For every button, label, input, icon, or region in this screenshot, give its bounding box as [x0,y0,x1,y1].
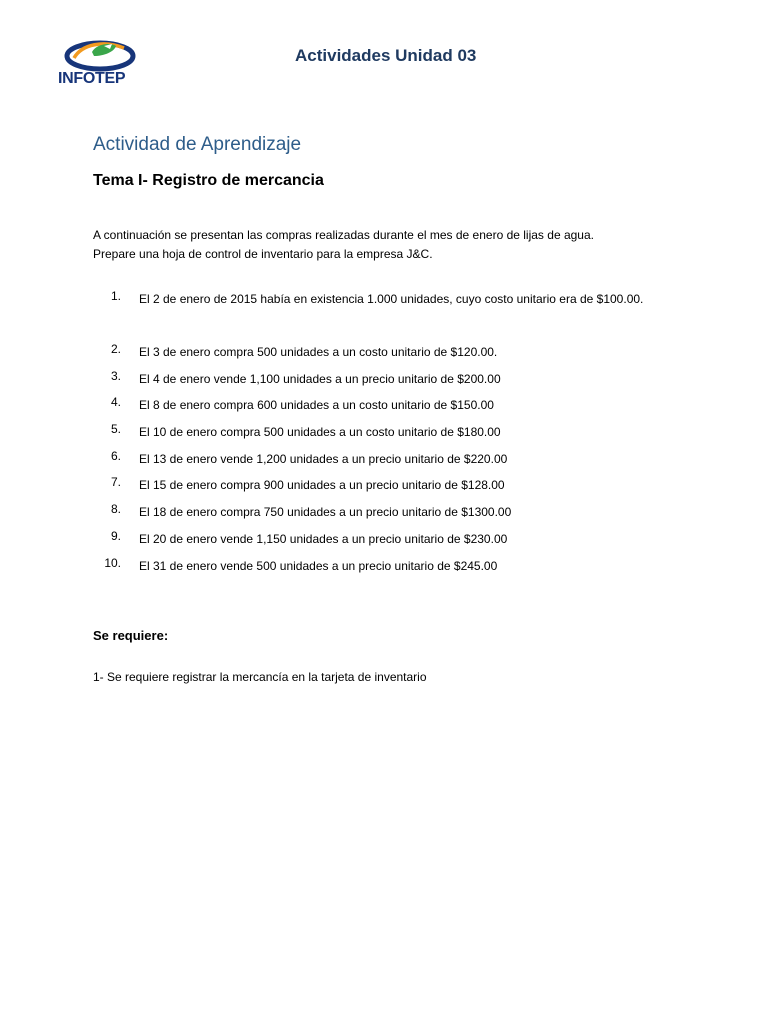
list-item-number: 4. [110,395,121,410]
transactions-list [93,286,703,579]
list-item [93,446,703,473]
list-item [93,339,703,366]
list-item [93,526,703,553]
list-item-text: El 8 de enero compra 600 unidades a un costo unitario de $150.00 [139,398,494,413]
list-item [93,553,703,580]
list-item-number: 10. [104,555,121,570]
intro-line: A continuación se presentan las compras realizadas durante el mes de enero de lijas de agua. [93,228,594,242]
intro-line: Prepare una hoja de control de inventario para la empresa J&C. [93,247,433,261]
list-item [93,472,703,499]
list-item [93,499,703,526]
list-item-number: 7. [110,475,121,490]
topic-title: Tema I- Registro de mercancia [93,172,324,189]
list-item [93,419,703,446]
list-item [93,392,703,419]
logo-text: INFOTEP [58,70,126,87]
infotep-emblem-icon [64,38,136,72]
list-item [93,286,703,339]
list-item-text: El 31 de enero vende 500 unidades a un precio unitario de $245.00 [139,558,498,573]
list-item-text: El 10 de enero compra 500 unidades a un costo unitario de $180.00 [139,425,501,440]
list-item-text: El 2 de enero de 2015 había en existencia 1.000 unidades, cuyo costo unitario era de $100.00. [139,292,644,306]
list-item-number: 1. [110,289,121,303]
requirements-heading: Se requiere: [93,628,169,643]
list-item-number: 8. [110,502,121,517]
list-item-text: El 20 de enero vende 1,150 unidades a un precio unitario de $230.00 [139,531,508,546]
list-item-text: El 13 de enero vende 1,200 unidades a un precio unitario de $220.00 [139,451,508,466]
list-item-text: El 3 de enero compra 500 unidades a un costo unitario de $120.00. [139,345,498,359]
requirement-item: 1- Se requiere registrar la mercancía en la tarjeta de inventario [93,670,427,684]
list-item-text: El 15 de enero compra 900 unidades a un precio unitario de $128.00 [139,478,505,493]
section-heading: Actividad de Aprendizaje [93,134,302,155]
list-item [93,366,703,393]
list-item-number: 2. [110,342,121,356]
list-item-number: 6. [110,448,121,463]
infotep-logo [58,38,140,90]
list-item-text: El 4 de enero vende 1,100 unidades a un precio unitario de $200.00 [139,371,501,386]
list-item-number: 5. [110,422,121,437]
intro-paragraph [93,226,693,264]
list-item-number: 3. [110,368,121,383]
list-item-number: 9. [110,528,121,543]
document-header-title: Actividades Unidad 03 [295,46,477,65]
list-item-text: El 18 de enero compra 750 unidades a un precio unitario de $1300.00 [139,505,512,520]
